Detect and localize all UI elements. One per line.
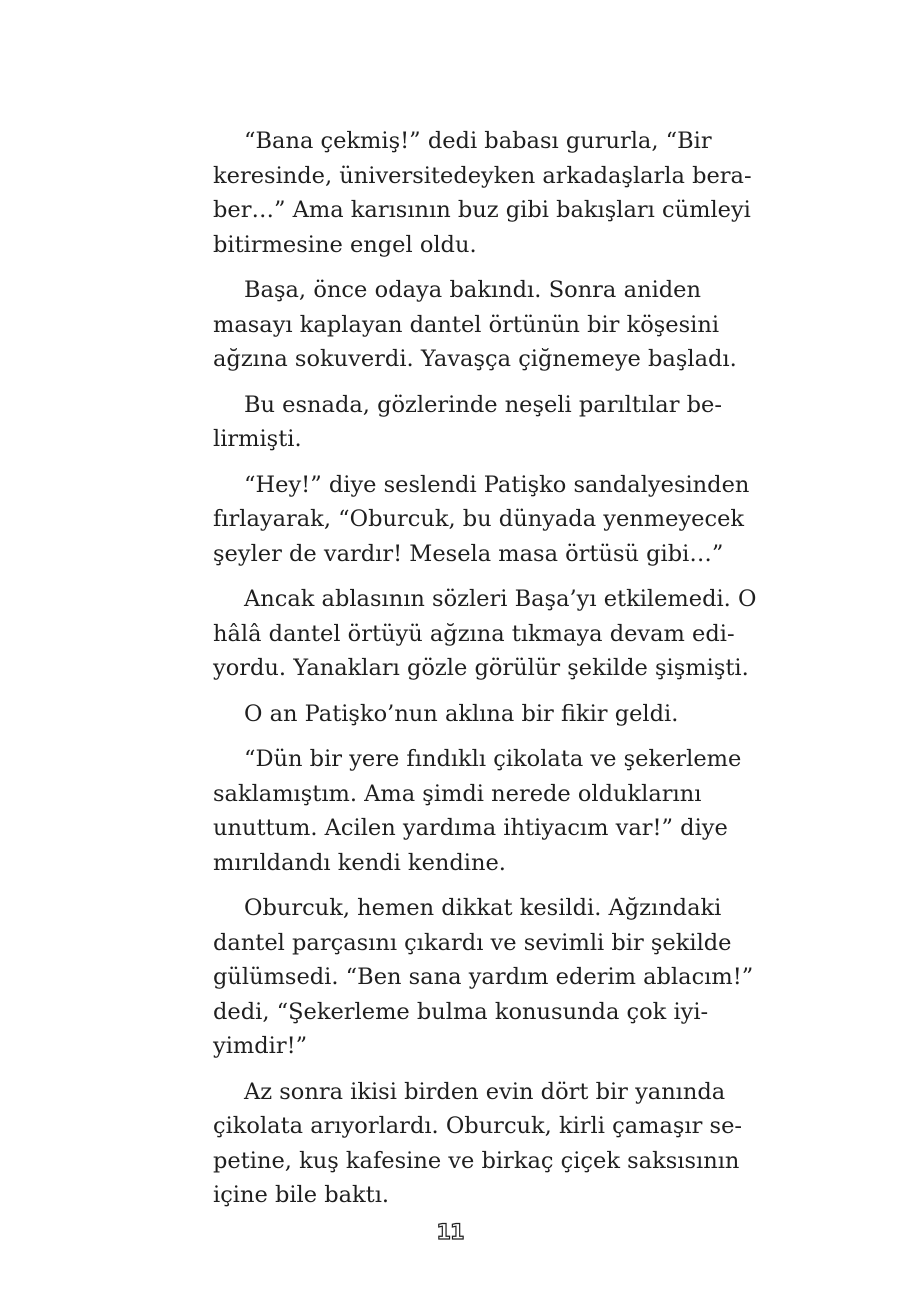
text-line: yimdir!” <box>213 1033 308 1059</box>
text-line: keresinde, üniversitedeyken arkadaşlarla bera- <box>213 162 752 189</box>
paragraph <box>213 124 752 262</box>
paragraph <box>213 742 742 880</box>
paragraph <box>213 388 722 457</box>
text-line: çikolata arıyorlardı. Oburcuk, kirli çamaşır se- <box>213 1113 742 1139</box>
paragraph <box>213 891 754 1064</box>
text-line: mırıldandı kendi kendine. <box>213 849 506 876</box>
paragraph <box>213 1075 742 1213</box>
text-line: Az sonra ikisi birden evin dört bir yanında <box>244 1078 726 1105</box>
text-line: bitirmesine engel oldu. <box>213 231 477 258</box>
text-line: Başa, önce odaya bakındı. Sonra aniden <box>244 277 701 303</box>
text-line: şeyler de vardır! Mesela masa örtüsü gibi…” <box>213 540 724 567</box>
text-line: içine bile baktı. <box>213 1182 390 1208</box>
text-line: unuttum. Acilen yardıma ihtiyacım var!” diye <box>213 815 728 841</box>
page-number: 11 <box>436 1220 464 1244</box>
paragraph <box>213 273 737 377</box>
text-line: fırlayarak, “Oburcuk, bu dünyada yenmeyecek <box>213 506 745 532</box>
paragraph <box>213 468 750 572</box>
text-line: hâlâ dantel örtüyü ağzına tıkmaya devam edi- <box>213 620 735 647</box>
text-line: ber…” Ama karısının buz gibi bakışları cümleyi <box>213 197 751 223</box>
text-line: Oburcuk, hemen dikkat kesildi. Ağzındaki <box>244 895 722 921</box>
text-line: “Bana çekmiş!” dedi babası gururla, “Bir <box>244 128 712 154</box>
text-line: gülümsedi. “Ben sana yardım ederim ablacım!” <box>213 964 754 990</box>
text-line: dedi, “Şekerleme bulma konusunda çok iyi- <box>213 998 709 1025</box>
body-text <box>213 124 757 1224</box>
paragraph <box>213 697 701 732</box>
text-line: Bu esnada, gözlerinde neşeli parıltılar be- <box>244 391 722 418</box>
text-line: Ancak ablasının sözleri Başa’yı etkilemedi. O <box>244 586 757 612</box>
text-line: saklamıştım. Ama şimdi nerede olduklarını <box>213 780 702 807</box>
text-line: “Hey!” diye seslendi Patişko sandalyesinden <box>244 471 750 498</box>
text-line: ağzına sokuverdi. Yavaşça çiğnemeye başladı. <box>213 346 737 372</box>
text-line: petine, kuş kafesine ve birkaç çiçek saksısının <box>213 1147 740 1174</box>
text-line: “Dün bir yere fındıklı çikolata ve şekerleme <box>244 746 742 772</box>
text-line: dantel parçasını çıkardı ve sevimli bir şekilde <box>213 929 732 956</box>
paragraph <box>213 582 757 686</box>
text-line: masayı kaplayan dantel örtünün bir köşesini <box>213 311 720 338</box>
text-line: O an Patişko’nun aklına bir fikir geldi. <box>244 700 679 727</box>
text-line: yordu. Yanakları gözle görülür şekilde şişmişti. <box>213 655 749 681</box>
text-line: lirmişti. <box>213 426 302 452</box>
